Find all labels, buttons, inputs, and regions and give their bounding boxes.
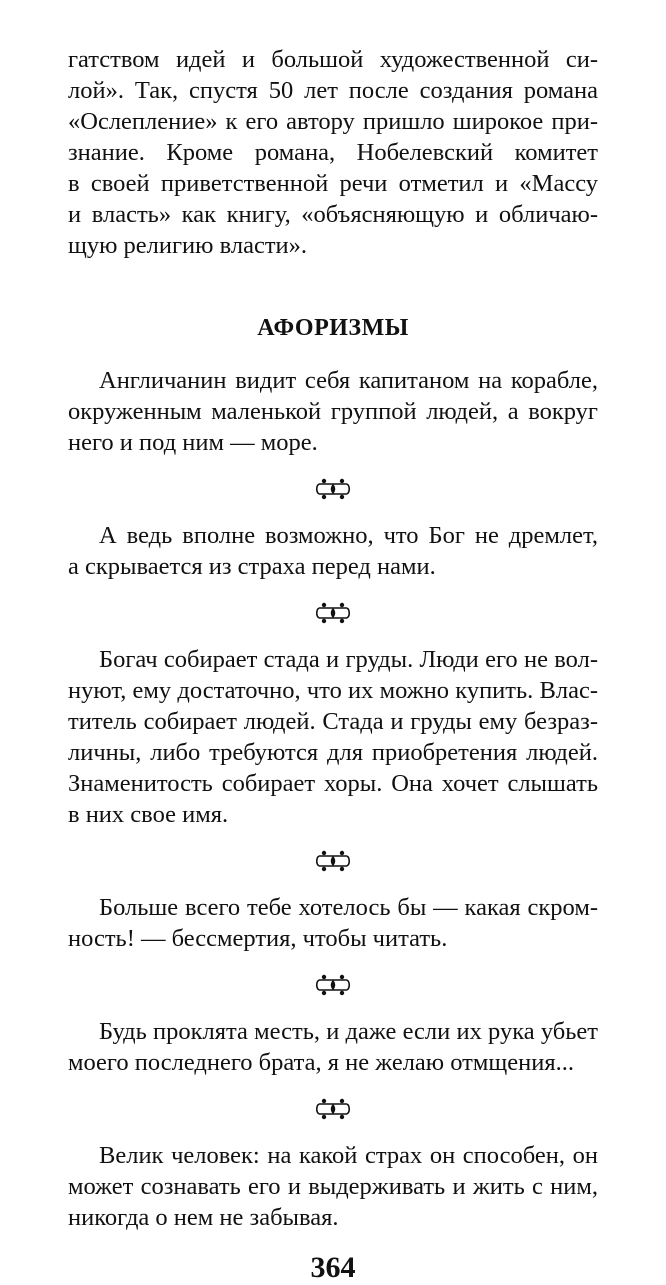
aphorism <box>68 520 598 582</box>
text-line: Велик человек: на какой страх он способен, он <box>99 1142 598 1169</box>
aphorism <box>68 1016 598 1078</box>
separator-ornament <box>68 458 598 520</box>
floral-ornament-icon <box>315 850 351 872</box>
text-line: гатством идей и большой художественной си- <box>68 46 598 73</box>
page-number: 364 <box>310 1251 356 1284</box>
aphorism <box>68 892 598 954</box>
intro-paragraph <box>68 44 598 261</box>
floral-ornament-icon <box>315 602 351 624</box>
section-title: АФОРИЗМЫ <box>257 315 409 341</box>
text-line: «Ослепление» к его автору пришло широкое при- <box>68 108 598 135</box>
text-line: может сознавать его и выдерживать и жить с ним, <box>68 1173 598 1200</box>
text-line: Англичанин видит себя капитаном на корабле, <box>99 367 598 394</box>
text-line: личны, либо требуются для приобретения людей. <box>68 739 598 766</box>
aphorism <box>68 1140 598 1233</box>
text-line: лой». Так, спустя 50 лет после создания романа <box>68 77 598 104</box>
text-line: в своей приветственной речи отметил и «Массу <box>68 170 598 197</box>
text-line: Будь проклята месть, и даже если их рука убьет <box>99 1018 598 1045</box>
floral-ornament-icon <box>315 1098 351 1120</box>
text-line: Знаменитость собирает хоры. Она хочет слышать <box>68 770 598 797</box>
separator-ornament <box>68 830 598 892</box>
text-line: знание. Кроме романа, Нобелевский комитет <box>68 139 598 166</box>
text-line: щую религию власти». <box>68 232 308 259</box>
text-line: титель собирает людей. Стада и груды ему безраз- <box>68 708 598 735</box>
text-line: в них свое имя. <box>68 801 229 828</box>
floral-ornament-icon <box>315 478 351 500</box>
aphorism <box>68 365 598 458</box>
floral-ornament-icon <box>315 974 351 996</box>
text-line: и власть» как книгу, «объясняющую и обличаю- <box>68 201 598 228</box>
text-line: окруженным маленькой группой людей, а вокруг <box>68 398 598 425</box>
text-line: а скрывается из страха перед нами. <box>68 553 436 580</box>
book-page <box>68 44 598 1285</box>
separator-ornament <box>68 582 598 644</box>
separator-ornament <box>68 954 598 1016</box>
text-line: Богач собирает стада и груды. Люди его не вол- <box>99 646 598 673</box>
text-line: него и под ним — море. <box>68 429 318 456</box>
text-line: ность! — бессмертия, чтобы читать. <box>68 925 448 952</box>
text-line: нуют, ему достаточно, что их можно купить. Влас- <box>68 677 598 704</box>
text-line: Больше всего тебе хотелось бы — какая скром- <box>99 894 598 921</box>
text-line: никогда о нем не забывая. <box>68 1204 339 1231</box>
text-line: моего последнего брата, я не желаю отмщения... <box>68 1049 574 1076</box>
aphorism <box>68 644 598 830</box>
separator-ornament <box>68 1078 598 1140</box>
text-line: А ведь вполне возможно, что Бог не дремлет, <box>99 522 598 549</box>
